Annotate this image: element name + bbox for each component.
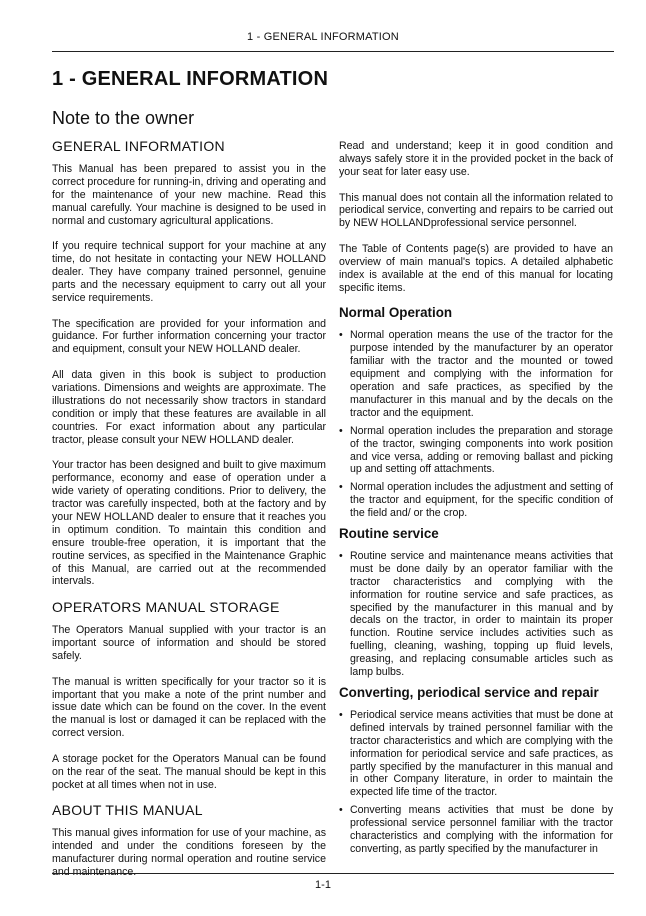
list-item: • Normal operation includes the adjustment and setting of the tractor and equipment, for the specific condition of the field and/ or the crop.: [339, 481, 613, 520]
header-divider: [52, 51, 614, 52]
page-number: 1-1: [315, 879, 331, 891]
manual-storage-heading: OPERATORS MANUAL STORAGE: [52, 599, 280, 616]
paragraph: A storage pocket for the Operators Manual can be found on the rear of the seat. The manual should be kept in this pocket at all times when not in use.: [52, 752, 326, 791]
paragraph: The Operators Manual supplied with your tractor is an important source of information and should be stored safely.: [52, 624, 326, 662]
paragraph: This manual gives information for use of your machine, as intended and under the conditions foreseen by the manufacturer during normal operation and routine service and maintenance.: [52, 827, 326, 879]
list-item: • Converting means activities that must be done by professional service personnel familiar with the tractor characteristics and complying with the information for converting, as partly specified by the manufacturer in: [339, 804, 613, 856]
list-item: • Routine service and maintenance means activities that must be done daily by an operator familiar with the tractor characteristics and complying with the information for routine service and safe practices, as specified by the manufacturer in this manual and by decals on the tractor, in order to maintain its proper function. Routine service includes activities such as fuelling, cleaning, washing, topping up fluid levels, greasing, and replacing consumable articles such as lamp bulbs.: [339, 550, 613, 679]
list-item: • Normal operation includes the preparation and storage of the tractor, swinging components into work position and vice versa, adding or removing ballast and picking up and setting off attachments.: [339, 425, 613, 477]
list-item: • Normal operation means the use of the tractor for the purpose intended by the manufacturer by an operator familiar with the tractor and the mounted or towed equipment and complying with the information for operation and safe practices, as specified by the manufacturer in this manual and by the decals on the tractor and the equipment.: [339, 329, 613, 419]
normal-operation-list: [339, 329, 613, 520]
paragraph: This manual does not contain all the information related to periodical service, converting and repairs to be carried out by NEW HOLLANDprofessional service personnel.: [339, 191, 613, 230]
running-header: 1 - GENERAL INFORMATION: [247, 31, 399, 43]
paragraph: This Manual has been prepared to assist you in the correct procedure for running-in, driving and operating and for the maintenance of your new machine. Read this manual carefully. Your machine is designed to be used in normal and customary agricultural applications.: [52, 162, 326, 227]
chapter-title: 1 - GENERAL INFORMATION: [52, 68, 329, 90]
paragraph: The Table of Contents page(s) are provided to have an overview of main manual's topics. A detailed alphabetic index is available at the end of this manual for locating specific items.: [339, 243, 613, 294]
converting-service-list: [339, 709, 613, 856]
right-column: [339, 140, 613, 864]
paragraph: Read and understand; keep it in good condition and always safely store it in the provided pocket in the back of your seat for later easy use.: [339, 140, 613, 178]
routine-service-list: [339, 550, 613, 679]
footer-divider: [52, 873, 614, 874]
list-item: • Periodical service means activities that must be done at defined intervals by trained personnel familiar with the tractor characteristics and which are complying with the information for periodical service and safe practices, as partly specified by the manufacturer in this manual and in other Company literature, in order to maintain the expected life time of the tractor.: [339, 709, 613, 799]
paragraph: If you require technical support for your machine at any time, do not hesitate in contacting your NEW HOLLAND dealer. They have company trained personnel, genuine parts and the necessary equipment to carry out all your service requirements.: [52, 240, 326, 304]
paragraph: Your tractor has been designed and built to give maximum performance, economy and ease of operation under a wide variety of operating conditions. Prior to delivery, the tractor was carefully inspected, both at the factory and by your NEW HOLLAND dealer to ensure that it reaches you in optimum condition. To maintain this condition and ensure trouble-free operation, it is important that the routine services, as specified in the Maintenance Graphic of this Manual, are carried out at the recommended intervals.: [52, 459, 326, 588]
paragraph: All data given in this book is subject to production variations. Dimensions and weights are approximate. The illustrations do not necessarily show tractors in standard condition or imply that these features are available in all countries. For exact information about any particular tractor, please consult your NEW HOLLAND dealer.: [52, 369, 326, 446]
page-subtitle: Note to the owner: [52, 108, 195, 128]
general-information-heading: GENERAL INFORMATION: [52, 138, 225, 154]
paragraph: The specification are provided for your information and guidance. For further information concerning your tractor and equipment, consult your NEW HOLLAND dealer.: [52, 317, 326, 356]
routine-service-heading: Routine service: [339, 526, 439, 542]
converting-service-repair-heading: Converting, periodical service and repair: [339, 685, 599, 701]
normal-operation-heading: Normal Operation: [339, 305, 453, 321]
left-column: [52, 140, 326, 892]
paragraph: The manual is written specifically for your tractor so it is important that you make a note of the print number and issue date which can be found on the cover. In the event the manual is lost or damaged it can be replaced with the correct version.: [52, 675, 326, 740]
about-manual-heading: ABOUT THIS MANUAL: [52, 802, 203, 819]
